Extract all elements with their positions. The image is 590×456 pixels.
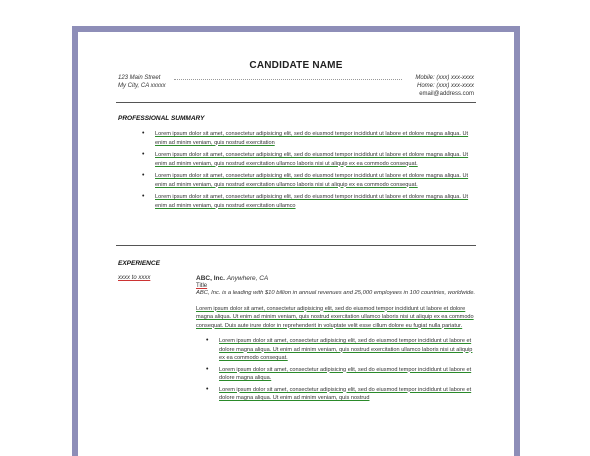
resume-page: [78, 32, 514, 456]
bullet-icon: •: [142, 130, 145, 137]
experience-item: • Lorem ipsum dolor sit amet, consectetur adipisicing elit, sed do eiusmod tempor incididunt ut labore et dolore magna aliqua.: [206, 365, 472, 381]
summary-item: • Lorem ipsum dolor sit amet, consectetur adipisicing elit, sed do eiusmod tempor incididunt ut labore et dolore magna aliqua. Ut enim ad minim veniam, quis nostrud exercitation: [142, 130, 469, 146]
bullet-icon: •: [206, 385, 209, 393]
home-phone: Home: (xxx) xxx-xxxx: [417, 83, 474, 89]
contact-block: [415, 74, 474, 98]
experience-item: • Lorem ipsum dolor sit amet, consectetur adipisicing elit, sed do eiusmod tempor incididunt ut labore et dolore magna aliqua. Ut enim ad minim veniam, quis nostrud exercitation ullamco laboris nisi ut aliquip ex ea commodo consequat.: [206, 337, 473, 361]
bullet-icon: •: [142, 151, 145, 158]
summary-list: [142, 130, 478, 214]
experience-bullets: [196, 337, 478, 403]
address-block: [118, 74, 166, 90]
summary-item: • Lorem ipsum dolor sit amet, consectetur adipisicing elit, sed do eiusmod tempor incididunt ut labore et dolore magna aliqua. Ut enim ad minim veniam, quis nostrud exercitation ullamco laboris nisi ut aliquip ex ea commodo consequat.: [142, 172, 469, 188]
experience-item: • Lorem ipsum dolor sit amet, consectetur adipisicing elit, sed do eiusmod tempor incididunt ut labore et dolore magna aliqua. Ut enim ad minim veniam, quis nostrud: [206, 385, 472, 401]
address-city: My City, CA xxxxx: [118, 83, 166, 89]
experience-heading: EXPERIENCE: [118, 260, 160, 267]
header-divider: [116, 102, 476, 103]
experience-entry: [196, 275, 478, 406]
bullet-icon: •: [206, 365, 209, 373]
company-name: ABC, Inc.: [196, 275, 225, 282]
candidate-name: CANDIDATE NAME: [249, 60, 343, 71]
email-address: email@address.com: [419, 91, 474, 97]
summary-item: • Lorem ipsum dolor sit amet, consectetur adipisicing elit, sed do eiusmod tempor incididunt ut labore et dolore magna aliqua. Ut enim ad minim veniam, quis nostrud exercitation ullamco laboris nisi ut aliquip ex ea commodo consequat.: [142, 151, 469, 167]
dotted-leader: [174, 79, 402, 80]
experience-dates: xxxx to xxxx: [118, 275, 151, 281]
summary-item: • Lorem ipsum dolor sit amet, consectetur adipisicing elit, sed do eiusmod tempor incididunt ut labore et dolore magna aliqua. Ut enim ad minim veniam, quis nostrud exercitation ullamco: [142, 193, 469, 209]
summary-heading: PROFESSIONAL SUMMARY: [118, 115, 205, 122]
bullet-icon: •: [206, 337, 209, 344]
company-location: Anywhere, CA: [226, 275, 269, 282]
mobile-phone: Mobile: (xxx) xxx-xxxx: [415, 75, 474, 81]
address-street: 123 Main Street: [118, 75, 161, 81]
company-description: ABC, Inc. is a leading with $10 billion in annual revenues and 25,000 employees in 100 countries, worldwide.: [196, 290, 476, 296]
job-title: Title: [196, 283, 208, 289]
role-paragraph: Lorem ipsum dolor sit amet, consectetur adipisicing elit, sed do eiusmod tempor incididunt ut labore et dolore magna aliqua. Ut enim ad minim veniam, quis nostrud exercitation ullamco laboris nisi ut aliquip ex ea commodo consequat. Duis aute irure dolor in reprehenderit in voluptate velit esse cillum dolore eu fugiat nulla pariatur.: [196, 305, 474, 329]
company-line: [196, 275, 478, 283]
bullet-icon: •: [142, 193, 145, 200]
summary-divider: [116, 245, 476, 246]
bullet-icon: •: [142, 172, 145, 179]
